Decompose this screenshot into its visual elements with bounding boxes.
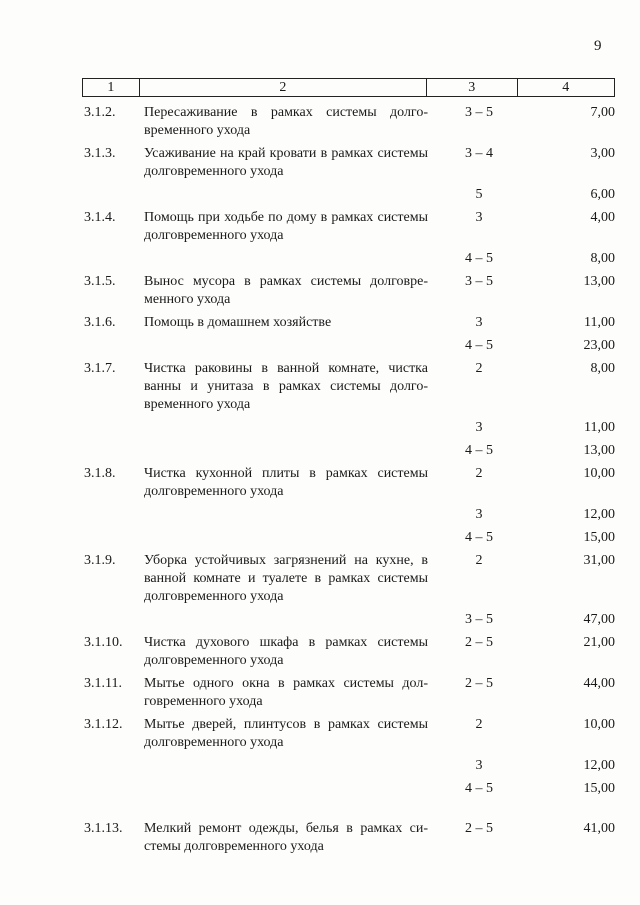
table-row [82, 634, 615, 670]
row-value: 7,00 [590, 105, 615, 120]
row-value: 8,00 [590, 361, 615, 376]
row-number: 3.1.8. [84, 466, 116, 481]
row-code: 4 – 5 [465, 530, 493, 545]
row-value: 12,00 [583, 507, 615, 522]
row-value: 44,00 [583, 676, 615, 691]
row-code: 2 [475, 466, 483, 481]
header-col-2: 2 [139, 79, 426, 97]
row-value: 41,00 [583, 821, 615, 836]
row-number: 3.1.7. [84, 361, 116, 376]
row-description [144, 757, 434, 775]
table-row [82, 716, 615, 752]
table-row [82, 780, 615, 798]
row-description [144, 337, 434, 355]
row-description: Уборка устойчивых загрязнений на кухне, в ванной комнате и туалете в рамках системы долговременного ухода [144, 553, 428, 604]
row-value: 23,00 [583, 338, 615, 353]
row-description: Мелкий ремонт одежды, белья в рамках си-стемы долговременного ухода [144, 821, 428, 854]
table-row [82, 104, 615, 140]
row-number: 3.1.10. [84, 635, 123, 650]
table-row [82, 360, 615, 414]
row-value: 11,00 [584, 420, 615, 435]
row-description: Чистка кухонной плиты в рамках системы долговременного ухода [144, 466, 428, 499]
table-row [82, 465, 615, 501]
table-row [82, 419, 615, 437]
table-row [82, 209, 615, 245]
row-code: 4 – 5 [465, 338, 493, 353]
row-description [144, 442, 434, 460]
row-value: 13,00 [583, 274, 615, 289]
row-number [82, 250, 144, 268]
row-code: 4 – 5 [465, 251, 493, 266]
row-code: 2 [475, 553, 483, 568]
row-number [82, 442, 144, 460]
row-number [82, 419, 144, 437]
row-description: Мытье одного окна в рамках системы дол-говременного ухода [144, 676, 428, 709]
row-code: 2 [475, 717, 483, 732]
header-col-4: 4 [517, 79, 614, 97]
row-number: 3.1.3. [84, 146, 116, 161]
row-number [82, 780, 144, 798]
row-description [144, 529, 434, 547]
row-description [144, 250, 434, 268]
table-row [82, 145, 615, 181]
row-description: Пересаживание в рамках системы долго-временного ухода [144, 105, 428, 138]
row-number [82, 506, 144, 524]
row-description [144, 506, 434, 524]
row-description: Мытье дверей, плинтусов в рамках системы долговременного ухода [144, 717, 428, 750]
row-code: 3 [475, 315, 483, 330]
table-row [82, 675, 615, 711]
row-value: 21,00 [583, 635, 615, 650]
table-body [82, 104, 615, 856]
row-code: 3 [475, 507, 483, 522]
row-number: 3.1.6. [84, 315, 116, 330]
row-value: 6,00 [590, 187, 615, 202]
row-code: 2 – 5 [465, 676, 493, 691]
row-code: 3 – 5 [465, 105, 493, 120]
table-row [82, 506, 615, 524]
row-number [82, 757, 144, 775]
row-number [82, 611, 144, 629]
row-number: 3.1.5. [84, 274, 116, 289]
row-code: 3 – 5 [465, 274, 493, 289]
row-code: 4 – 5 [465, 443, 493, 458]
row-description [144, 611, 434, 629]
header-col-1: 1 [83, 79, 140, 97]
row-description: Помощь в домашнем хозяйстве [144, 315, 332, 330]
row-description [144, 780, 434, 798]
table-row [82, 611, 615, 629]
row-code: 4 – 5 [465, 781, 493, 796]
row-number: 3.1.12. [84, 717, 123, 732]
row-value: 8,00 [590, 251, 615, 266]
row-code: 2 [475, 361, 483, 376]
row-value: 3,00 [590, 146, 615, 161]
row-number: 3.1.13. [84, 821, 123, 836]
page-number: 9 [594, 38, 602, 54]
table-row [82, 757, 615, 775]
row-number: 3.1.9. [84, 553, 116, 568]
table-row [82, 314, 615, 332]
row-number: 3.1.4. [84, 210, 116, 225]
row-code: 3 [475, 420, 483, 435]
table-row [82, 820, 615, 856]
row-code: 3 [475, 758, 483, 773]
row-value: 12,00 [583, 758, 615, 773]
table-row [82, 552, 615, 606]
row-number: 3.1.11. [84, 676, 122, 691]
row-value: 31,00 [583, 553, 615, 568]
row-number [82, 337, 144, 355]
row-value: 10,00 [583, 466, 615, 481]
row-value: 15,00 [583, 530, 615, 545]
table-row [82, 273, 615, 309]
row-value: 47,00 [583, 612, 615, 627]
row-code: 3 – 4 [465, 146, 493, 161]
row-description: Помощь при ходьбе по дому в рамках системы долговременного ухода [144, 210, 428, 243]
table-header [82, 78, 615, 97]
row-description: Чистка раковины в ванной комнате, чистка ванны и унитаза в рамках системы долго-временного ухода [144, 361, 428, 412]
row-description: Вынос мусора в рамках системы долговре-менного ухода [144, 274, 428, 307]
row-value: 11,00 [584, 315, 615, 330]
row-code: 3 – 5 [465, 612, 493, 627]
table-row [82, 250, 615, 268]
row-number [82, 529, 144, 547]
row-value: 13,00 [583, 443, 615, 458]
header-col-3: 3 [427, 79, 518, 97]
row-number: 3.1.2. [84, 105, 116, 120]
table-row [82, 337, 615, 355]
row-value: 4,00 [590, 210, 615, 225]
row-value: 10,00 [583, 717, 615, 732]
row-description [144, 419, 434, 437]
table-row [82, 186, 615, 204]
row-description: Чистка духового шкафа в рамках системы долговременного ухода [144, 635, 428, 668]
row-number [82, 186, 144, 204]
row-description [144, 186, 434, 204]
row-code: 3 [475, 210, 483, 225]
row-code: 2 – 5 [465, 635, 493, 650]
table-row [82, 529, 615, 547]
row-code: 2 – 5 [465, 821, 493, 836]
row-description: Усаживание на край кровати в рамках системы долговременного ухода [144, 146, 428, 179]
table-row [82, 442, 615, 460]
row-code: 5 [475, 187, 483, 202]
row-value: 15,00 [583, 781, 615, 796]
